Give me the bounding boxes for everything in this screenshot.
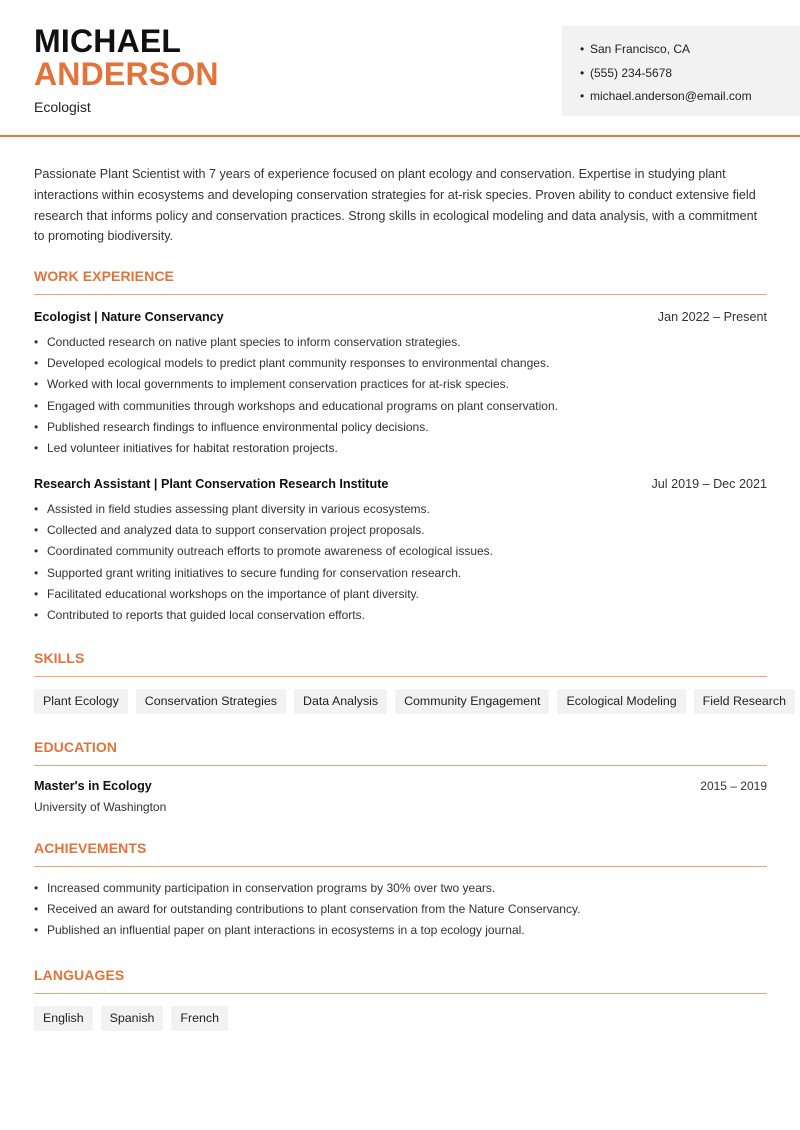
list-item: • Assisted in field studies assessing plant diversity in various ecosystems. [34,499,774,520]
email-text[interactable]: michael.anderson@email.com [590,89,752,103]
list-item: • Increased community participation in conservation programs by 30% over two years. [34,878,774,899]
skill-chip: Conservation Strategies [136,689,286,714]
first-name: MICHAEL [34,23,182,59]
job-bullets [34,332,774,459]
achievements-list [34,878,774,942]
job-title: Ecologist [34,99,91,115]
languages-heading: LANGUAGES [34,967,125,983]
language-chip: French [171,1006,228,1031]
contact-location [580,38,752,62]
list-item: • Developed ecological models to predict plant community responses to environmental changes. [34,353,774,374]
list-item: • Coordinated community outreach efforts to promote awareness of ecological issues. [34,541,774,562]
job-heading: Ecologist | Nature Conservancy [34,310,224,324]
language-chip: Spanish [101,1006,164,1031]
list-item: • Contributed to reports that guided local conservation efforts. [34,605,774,626]
skill-chip: Data Analysis [294,689,387,714]
skill-chip: Community Engagement [395,689,549,714]
job-dates: Jul 2019 – Dec 2021 [651,477,767,491]
list-item: • Worked with local governments to implement conservation practices for at-risk species. [34,374,774,395]
education-heading: EDUCATION [34,739,118,755]
skill-chip: Field Research [694,689,795,714]
school: University of Washington [34,800,167,814]
list-item: • Led volunteer initiatives for habitat restoration projects. [34,438,774,459]
contact-box [562,26,800,116]
resume-header [0,0,800,137]
list-item: • Supported grant writing initiatives to secure funding for conservation research. [34,563,774,584]
achievements-heading: ACHIEVEMENTS [34,840,147,856]
section-divider [34,765,767,766]
section-divider [34,294,767,295]
contact-phone [580,62,752,86]
language-chip: English [34,1006,93,1031]
work-experience-heading: WORK EXPERIENCE [34,268,174,284]
list-item: • Engaged with communities through workshops and educational programs on plant conservation. [34,396,774,417]
job-dates: Jan 2022 – Present [657,310,767,324]
skills-list [34,689,795,714]
skills-heading: SKILLS [34,650,85,666]
section-divider [34,866,767,867]
section-divider [34,993,767,994]
last-name: ANDERSON [34,56,219,92]
list-item: • Conducted research on native plant species to inform conservation strategies. [34,332,774,353]
phone-text: (555) 234-5678 [590,65,673,80]
education-dates: 2015 – 2019 [700,779,767,793]
list-item: • Collected and analyzed data to support conservation project proposals. [34,520,774,541]
languages-list [34,1006,228,1031]
skill-chip: Ecological Modeling [557,689,685,714]
location-text: San Francisco, CA [590,42,691,56]
skill-chip: Plant Ecology [34,689,128,714]
section-divider [34,676,767,677]
contact-email[interactable] [580,85,752,109]
list-item: • Facilitated educational workshops on the importance of plant diversity. [34,584,774,605]
list-item: • Published research findings to influence environmental policy decisions. [34,417,774,438]
job-bullets [34,499,774,626]
summary-paragraph: Passionate Plant Scientist with 7 years of experience focused on plant ecology and conservation. Expertise in studying plant interactions within ecosystems and developing conservation strategies for at-risk species. Proven ability to conduct extensive field research that informs policy and conservation practices. Strong skills in ecological modeling and data analysis, with a commitment to promoting biodiversity. [34,167,758,244]
degree: Master's in Ecology [34,779,152,793]
list-item: • Received an award for outstanding contributions to plant conservation from the Nature Conservancy. [34,899,774,920]
job-heading: Research Assistant | Plant Conservation Research Institute [34,477,389,491]
list-item: • Published an influential paper on plant interactions in ecosystems in a top ecology journal. [34,920,774,941]
